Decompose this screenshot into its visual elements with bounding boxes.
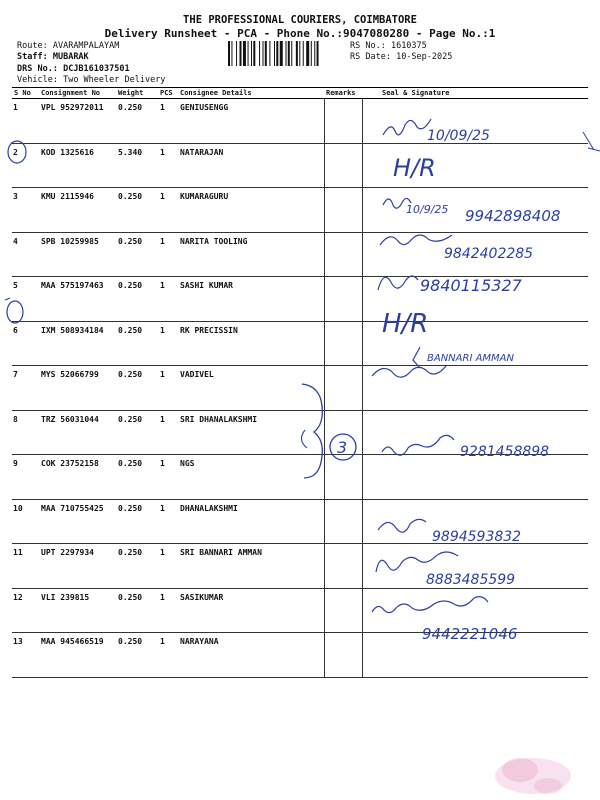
vehicle-value: Two Wheeler Delivery: [63, 75, 166, 85]
rs-date-line: [350, 52, 452, 63]
cell-sno: 3: [12, 188, 39, 233]
table-row: [12, 143, 588, 188]
cell-remarks: [324, 188, 362, 233]
cell-consignment-no: UPT 2297934: [39, 544, 116, 589]
cell-consignee: NGS: [178, 455, 324, 500]
cell-signature: [362, 633, 588, 678]
cell-sno: 6: [12, 321, 39, 366]
col-pcs: PCS: [158, 88, 178, 99]
sig12-phone: 8883485599: [426, 572, 516, 588]
table-row: [12, 232, 588, 277]
cell-pcs: 1: [158, 143, 178, 188]
cell-remarks: [324, 499, 362, 544]
cell-signature: [362, 588, 588, 633]
sig5-phone: 9840115327: [420, 276, 522, 295]
col-signature: Seal & Signature: [362, 88, 588, 99]
table-row: [12, 410, 588, 455]
cell-pcs: 1: [158, 99, 178, 144]
margin-mark: [5, 298, 10, 300]
sig6-text: H/R: [382, 309, 429, 339]
table-row: [12, 455, 588, 500]
sig2-text: H/R: [393, 154, 436, 182]
sig9-phone: 9281458898: [460, 444, 550, 460]
cell-sno: 5: [12, 277, 39, 322]
cell-signature: [362, 410, 588, 455]
table-row: [12, 499, 588, 544]
table-row: [12, 588, 588, 633]
drs-value: DCJB161037501: [63, 64, 130, 74]
cell-remarks: [324, 410, 362, 455]
cell-consignment-no: MAA 575197463: [39, 277, 116, 322]
table-row: [12, 277, 588, 322]
sig3-phone: 9942898408: [465, 207, 561, 225]
cell-pcs: 1: [158, 366, 178, 411]
cell-sno: 2: [12, 143, 39, 188]
table-row: [12, 321, 588, 366]
cell-sno: 8: [12, 410, 39, 455]
route-line: [17, 41, 119, 52]
table-row: [12, 366, 588, 411]
cell-consignee: NATARAJAN: [178, 143, 324, 188]
cell-weight: 0.250: [116, 499, 158, 544]
cell-consignment-no: VPL 952972011: [39, 99, 116, 144]
cell-pcs: 1: [158, 544, 178, 589]
cell-signature: [362, 366, 588, 411]
staff-value: MUBARAK: [52, 52, 89, 62]
cell-pcs: 1: [158, 499, 178, 544]
cell-sno: 4: [12, 232, 39, 277]
sig1-date: 10/09/25: [427, 128, 490, 144]
sig13-phone: 9442221046: [422, 625, 518, 643]
cell-consignment-no: TRZ 56031044: [39, 410, 116, 455]
cell-pcs: 1: [158, 588, 178, 633]
cell-sno: 10: [12, 499, 39, 544]
cell-remarks: [324, 321, 362, 366]
sig3-date: 10/9/25: [406, 203, 449, 216]
cell-weight: 0.250: [116, 277, 158, 322]
cell-remarks: [324, 366, 362, 411]
table-row: [12, 188, 588, 233]
cell-sno: 13: [12, 633, 39, 678]
col-consignee: Consignee Details: [178, 88, 324, 99]
cell-consignment-no: SPB 10259985: [39, 232, 116, 277]
cell-weight: 0.250: [116, 366, 158, 411]
cell-signature: [362, 188, 588, 233]
route-label: Route:: [17, 41, 48, 51]
cell-weight: 0.250: [116, 410, 158, 455]
stamp-smudge: [495, 758, 571, 794]
cell-pcs: 1: [158, 321, 178, 366]
vehicle-label: Vehicle:: [17, 75, 58, 85]
cell-remarks: [324, 544, 362, 589]
cell-consignee: KUMARAGURU: [178, 188, 324, 233]
cell-consignee: NARITA TOOLING: [178, 232, 324, 277]
company-title: THE PROFESSIONAL COURIERS, COIMBATORE: [183, 14, 417, 26]
cell-consignment-no: MYS 52066799: [39, 366, 116, 411]
cell-weight: 0.250: [116, 99, 158, 144]
cell-remarks: [324, 277, 362, 322]
cell-remarks: [324, 232, 362, 277]
table-header-row: [12, 88, 588, 99]
rs-no-value: 1610375: [390, 41, 427, 51]
cell-remarks: [324, 455, 362, 500]
sig7-text: BANNARI AMMAN: [427, 353, 514, 364]
cell-weight: 0.250: [116, 588, 158, 633]
cell-weight: 0.250: [116, 633, 158, 678]
drs-label: DRS No.:: [17, 64, 58, 74]
cell-weight: 0.250: [116, 321, 158, 366]
cell-weight: 0.250: [116, 455, 158, 500]
cell-pcs: 1: [158, 188, 178, 233]
cell-weight: 0.250: [116, 232, 158, 277]
runsheet-subtitle: Delivery Runsheet - PCA - Phone No.:9047080280 - Page No.:1: [104, 27, 496, 40]
cell-signature: [362, 455, 588, 500]
cell-consignment-no: KMU 2115946: [39, 188, 116, 233]
cell-consignment-no: COK 23752158: [39, 455, 116, 500]
cell-consignee: SASIKUMAR: [178, 588, 324, 633]
rs-date-value: 10-Sep-2025: [396, 52, 453, 62]
cell-consignee: SRI BANNARI AMMAN: [178, 544, 324, 589]
rs-no-label: RS No.:: [350, 41, 386, 51]
col-weight: Weight: [116, 88, 158, 99]
cell-pcs: 1: [158, 455, 178, 500]
cell-consignment-no: MAA 945466519: [39, 633, 116, 678]
cell-consignee: DHANALAKSHMI: [178, 499, 324, 544]
rs-date-label: RS Date:: [350, 52, 391, 62]
cell-pcs: 1: [158, 633, 178, 678]
bracket-count: 3: [337, 438, 348, 457]
cell-consignee: SASHI KUMAR: [178, 277, 324, 322]
cell-pcs: 1: [158, 277, 178, 322]
runsheet-table: [12, 87, 588, 678]
staff-label: Staff:: [17, 52, 48, 62]
table-row: [12, 633, 588, 678]
cell-sno: 9: [12, 455, 39, 500]
cell-signature: [362, 99, 588, 144]
cell-consignment-no: KOD 1325616: [39, 143, 116, 188]
cell-consignee: SRI DHANALAKSHMI: [178, 410, 324, 455]
sig4-phone: 9842402285: [444, 246, 534, 262]
staff-line: [17, 52, 89, 63]
cell-sno: 7: [12, 366, 39, 411]
sig11-phone: 9894593832: [432, 529, 522, 545]
cell-pcs: 1: [158, 410, 178, 455]
cell-consignment-no: VLI 239815: [39, 588, 116, 633]
col-remarks: Remarks: [324, 88, 362, 99]
cell-consignee: NARAYANA: [178, 633, 324, 678]
cell-sno: 11: [12, 544, 39, 589]
cell-remarks: [324, 588, 362, 633]
route-value: AVARAMPALAYAM: [52, 41, 120, 51]
cell-signature: [362, 499, 588, 544]
barcode: [228, 41, 346, 66]
cell-signature: [362, 544, 588, 589]
cell-weight: 5.340: [116, 143, 158, 188]
cell-weight: 0.250: [116, 188, 158, 233]
cell-signature: [362, 143, 588, 188]
drs-line: [17, 64, 130, 75]
cell-consignment-no: IXM 508934184: [39, 321, 116, 366]
vehicle-line: [17, 75, 165, 86]
rs-no-line: [350, 41, 427, 52]
cell-remarks: [324, 633, 362, 678]
col-sno: S No: [12, 88, 39, 99]
cell-signature: [362, 277, 588, 322]
cell-sno: 1: [12, 99, 39, 144]
table-row: [12, 99, 588, 144]
cell-consignee: GENIUSENGG: [178, 99, 324, 144]
cell-consignment-no: MAA 710755425: [39, 499, 116, 544]
cell-signature: [362, 321, 588, 366]
cell-sno: 12: [12, 588, 39, 633]
cell-remarks: [324, 99, 362, 144]
cell-remarks: [324, 143, 362, 188]
col-consignment: Consignment No: [39, 88, 116, 99]
cell-pcs: 1: [158, 232, 178, 277]
table-row: [12, 544, 588, 589]
cell-consignee: RK PRECISSIN: [178, 321, 324, 366]
cell-signature: [362, 232, 588, 277]
cell-weight: 0.250: [116, 544, 158, 589]
cell-consignee: VADIVEL: [178, 366, 324, 411]
